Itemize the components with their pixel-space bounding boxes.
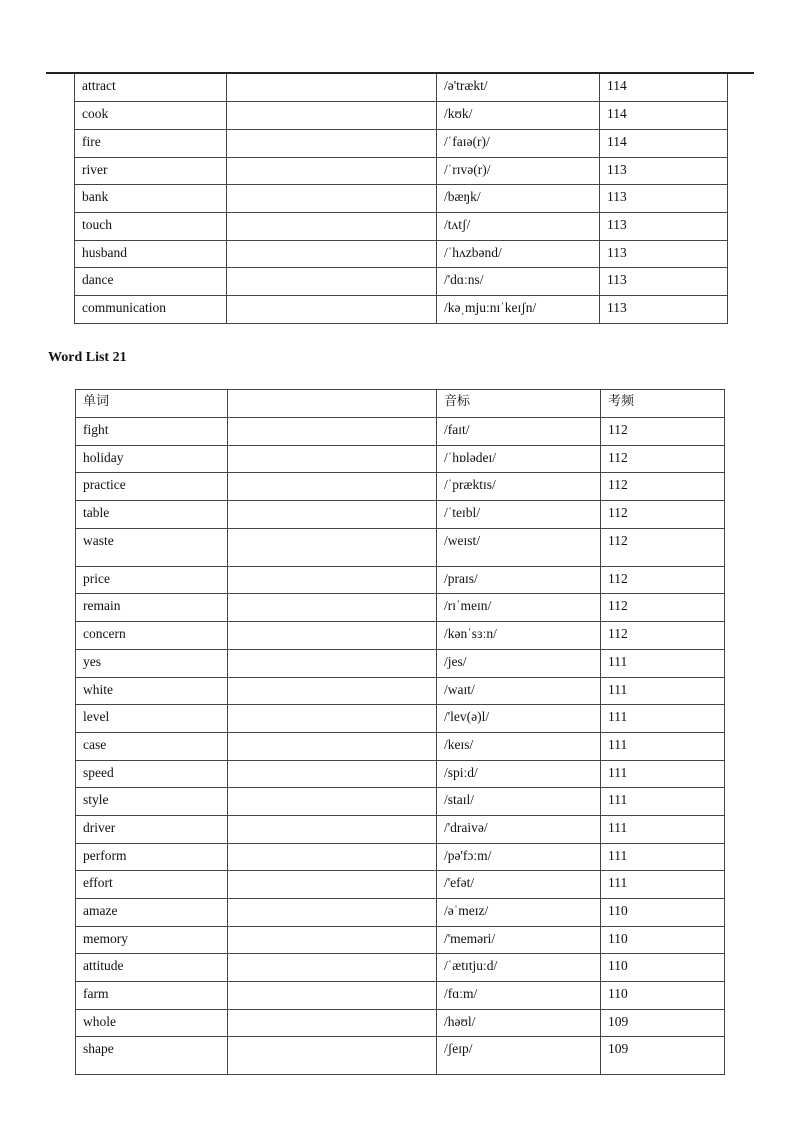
table-row <box>76 788 725 816</box>
cell-word: perform <box>76 843 228 871</box>
cell-meaning <box>228 473 437 501</box>
cell-frequency: 112 <box>601 445 725 473</box>
cell-word: dance <box>75 268 227 296</box>
table-row <box>76 815 725 843</box>
cell-word: driver <box>76 815 228 843</box>
cell-meaning <box>228 1009 437 1037</box>
table-row <box>75 185 728 213</box>
table-row <box>76 594 725 622</box>
table-row <box>76 1037 725 1075</box>
cell-word: effort <box>76 871 228 899</box>
cell-meaning <box>227 129 437 157</box>
cell-word: level <box>76 705 228 733</box>
cell-frequency: 111 <box>601 871 725 899</box>
section-title: Word List 21 <box>48 350 127 365</box>
cell-meaning <box>228 926 437 954</box>
cell-meaning <box>228 445 437 473</box>
cell-frequency: 112 <box>601 528 725 566</box>
cell-frequency: 111 <box>601 705 725 733</box>
cell-word: fire <box>75 129 227 157</box>
cell-frequency: 114 <box>600 74 728 102</box>
cell-frequency: 112 <box>601 473 725 501</box>
cell-frequency: 111 <box>601 760 725 788</box>
cell-word: communication <box>75 296 227 324</box>
cell-phonetic: /'efət/ <box>437 871 601 899</box>
cell-word: style <box>76 788 228 816</box>
cell-word: practice <box>76 473 228 501</box>
cell-frequency: 112 <box>601 594 725 622</box>
cell-phonetic: /pə'fɔːm/ <box>437 843 601 871</box>
cell-meaning <box>228 760 437 788</box>
cell-word: cook <box>75 102 227 130</box>
table-row <box>75 212 728 240</box>
cell-frequency: 112 <box>601 566 725 594</box>
cell-meaning <box>228 1037 437 1075</box>
cell-meaning <box>228 649 437 677</box>
cell-meaning <box>228 871 437 899</box>
cell-phonetic: /kəˌmjuːnɪˈkeɪʃn/ <box>437 296 600 324</box>
cell-frequency: 113 <box>600 157 728 185</box>
cell-phonetic: /keɪs/ <box>437 732 601 760</box>
cell-phonetic: /praɪs/ <box>437 566 601 594</box>
cell-word: husband <box>75 240 227 268</box>
cell-meaning <box>228 622 437 650</box>
table-row <box>76 954 725 982</box>
cell-phonetic: /ə'trækt/ <box>437 74 600 102</box>
cell-phonetic: /jes/ <box>437 649 601 677</box>
table-row <box>76 982 725 1010</box>
cell-meaning <box>227 212 437 240</box>
cell-meaning <box>227 296 437 324</box>
cell-word: river <box>75 157 227 185</box>
cell-phonetic: /'meməri/ <box>437 926 601 954</box>
table-row <box>76 843 725 871</box>
cell-meaning <box>227 102 437 130</box>
cell-frequency: 111 <box>601 732 725 760</box>
cell-phonetic: /spiːd/ <box>437 760 601 788</box>
cell-frequency: 109 <box>601 1009 725 1037</box>
header-phonetic: 音标 <box>437 390 601 418</box>
table-row <box>76 649 725 677</box>
cell-frequency: 112 <box>601 501 725 529</box>
cell-phonetic: /ˈhʌzbənd/ <box>437 240 600 268</box>
header-frequency: 考频 <box>601 390 725 418</box>
table-row <box>76 528 725 566</box>
table-row <box>76 566 725 594</box>
table-header-row <box>76 390 725 418</box>
cell-frequency: 111 <box>601 843 725 871</box>
cell-meaning <box>227 74 437 102</box>
cell-frequency: 110 <box>601 926 725 954</box>
cell-word: attract <box>75 74 227 102</box>
cell-word: holiday <box>76 445 228 473</box>
cell-word: farm <box>76 982 228 1010</box>
cell-phonetic: /tʌtʃ/ <box>437 212 600 240</box>
cell-frequency: 111 <box>601 815 725 843</box>
cell-meaning <box>228 843 437 871</box>
cell-frequency: 112 <box>601 622 725 650</box>
cell-frequency: 110 <box>601 982 725 1010</box>
cell-meaning <box>228 566 437 594</box>
cell-meaning <box>228 788 437 816</box>
cell-frequency: 110 <box>601 899 725 927</box>
cell-phonetic: /fɑːm/ <box>437 982 601 1010</box>
cell-word: attitude <box>76 954 228 982</box>
table-row <box>76 705 725 733</box>
cell-word: speed <box>76 760 228 788</box>
cell-meaning <box>227 268 437 296</box>
word-list-21-table <box>75 389 725 1075</box>
cell-word: white <box>76 677 228 705</box>
cell-phonetic: /'lev(ə)l/ <box>437 705 601 733</box>
cell-frequency: 110 <box>601 954 725 982</box>
cell-meaning <box>228 899 437 927</box>
table-row <box>75 157 728 185</box>
cell-phonetic: /kənˈsɜːn/ <box>437 622 601 650</box>
cell-phonetic: /ˈpræktɪs/ <box>437 473 601 501</box>
table-row <box>76 926 725 954</box>
table-row <box>75 129 728 157</box>
table-row <box>76 760 725 788</box>
cell-phonetic: /rɪˈmeɪn/ <box>437 594 601 622</box>
table-row <box>76 1009 725 1037</box>
word-list-21-table-body <box>76 418 725 1075</box>
table-row <box>76 473 725 501</box>
table-row <box>76 501 725 529</box>
cell-phonetic: /bæŋk/ <box>437 185 600 213</box>
cell-meaning <box>228 501 437 529</box>
cell-word: bank <box>75 185 227 213</box>
cell-phonetic: /ˈrɪvə(r)/ <box>437 157 600 185</box>
cell-phonetic: /kʊk/ <box>437 102 600 130</box>
cell-meaning <box>228 732 437 760</box>
cell-meaning <box>227 185 437 213</box>
cell-word: amaze <box>76 899 228 927</box>
cell-phonetic: /ˈteɪbl/ <box>437 501 601 529</box>
cell-meaning <box>228 418 437 446</box>
cell-frequency: 109 <box>601 1037 725 1075</box>
cell-word: price <box>76 566 228 594</box>
header-word: 单词 <box>76 390 228 418</box>
table-row <box>76 732 725 760</box>
cell-frequency: 113 <box>600 268 728 296</box>
cell-phonetic: /ʃeɪp/ <box>437 1037 601 1075</box>
cell-word: yes <box>76 649 228 677</box>
cell-meaning <box>228 815 437 843</box>
cell-frequency: 111 <box>601 649 725 677</box>
cell-frequency: 113 <box>600 185 728 213</box>
cell-word: case <box>76 732 228 760</box>
cell-frequency: 113 <box>600 212 728 240</box>
cell-frequency: 113 <box>600 240 728 268</box>
table-row <box>76 418 725 446</box>
cell-word: shape <box>76 1037 228 1075</box>
cell-meaning <box>227 240 437 268</box>
cell-phonetic: /waɪt/ <box>437 677 601 705</box>
cell-meaning <box>227 157 437 185</box>
table-row <box>75 102 728 130</box>
table-row <box>76 871 725 899</box>
cell-meaning <box>228 677 437 705</box>
table-row <box>76 677 725 705</box>
cell-frequency: 114 <box>600 129 728 157</box>
cell-frequency: 113 <box>600 296 728 324</box>
cell-word: whole <box>76 1009 228 1037</box>
cell-word: memory <box>76 926 228 954</box>
cell-meaning <box>228 705 437 733</box>
cell-frequency: 112 <box>601 418 725 446</box>
continued-word-table-body <box>75 74 728 323</box>
continued-word-table <box>74 74 728 324</box>
table-row <box>76 445 725 473</box>
cell-word: concern <box>76 622 228 650</box>
table-row <box>75 74 728 102</box>
cell-phonetic: /weɪst/ <box>437 528 601 566</box>
cell-phonetic: /ˈfaɪə(r)/ <box>437 129 600 157</box>
cell-meaning <box>228 594 437 622</box>
cell-phonetic: /faɪt/ <box>437 418 601 446</box>
table-row <box>76 622 725 650</box>
cell-word: remain <box>76 594 228 622</box>
cell-word: fight <box>76 418 228 446</box>
cell-phonetic: /əˈmeɪz/ <box>437 899 601 927</box>
cell-meaning <box>228 528 437 566</box>
cell-meaning <box>228 954 437 982</box>
table-row <box>75 296 728 324</box>
cell-phonetic: /həʊl/ <box>437 1009 601 1037</box>
cell-word: touch <box>75 212 227 240</box>
cell-phonetic: /ˈhɒlədeɪ/ <box>437 445 601 473</box>
cell-phonetic: /staɪl/ <box>437 788 601 816</box>
cell-frequency: 114 <box>600 102 728 130</box>
table-row <box>75 268 728 296</box>
cell-frequency: 111 <box>601 677 725 705</box>
header-meaning <box>228 390 437 418</box>
cell-word: table <box>76 501 228 529</box>
table-row <box>76 899 725 927</box>
cell-phonetic: /'dɑːns/ <box>437 268 600 296</box>
cell-word: waste <box>76 528 228 566</box>
cell-phonetic: /'draivə/ <box>437 815 601 843</box>
table-row <box>75 240 728 268</box>
cell-phonetic: /ˈætɪtjuːd/ <box>437 954 601 982</box>
cell-meaning <box>228 982 437 1010</box>
cell-frequency: 111 <box>601 788 725 816</box>
